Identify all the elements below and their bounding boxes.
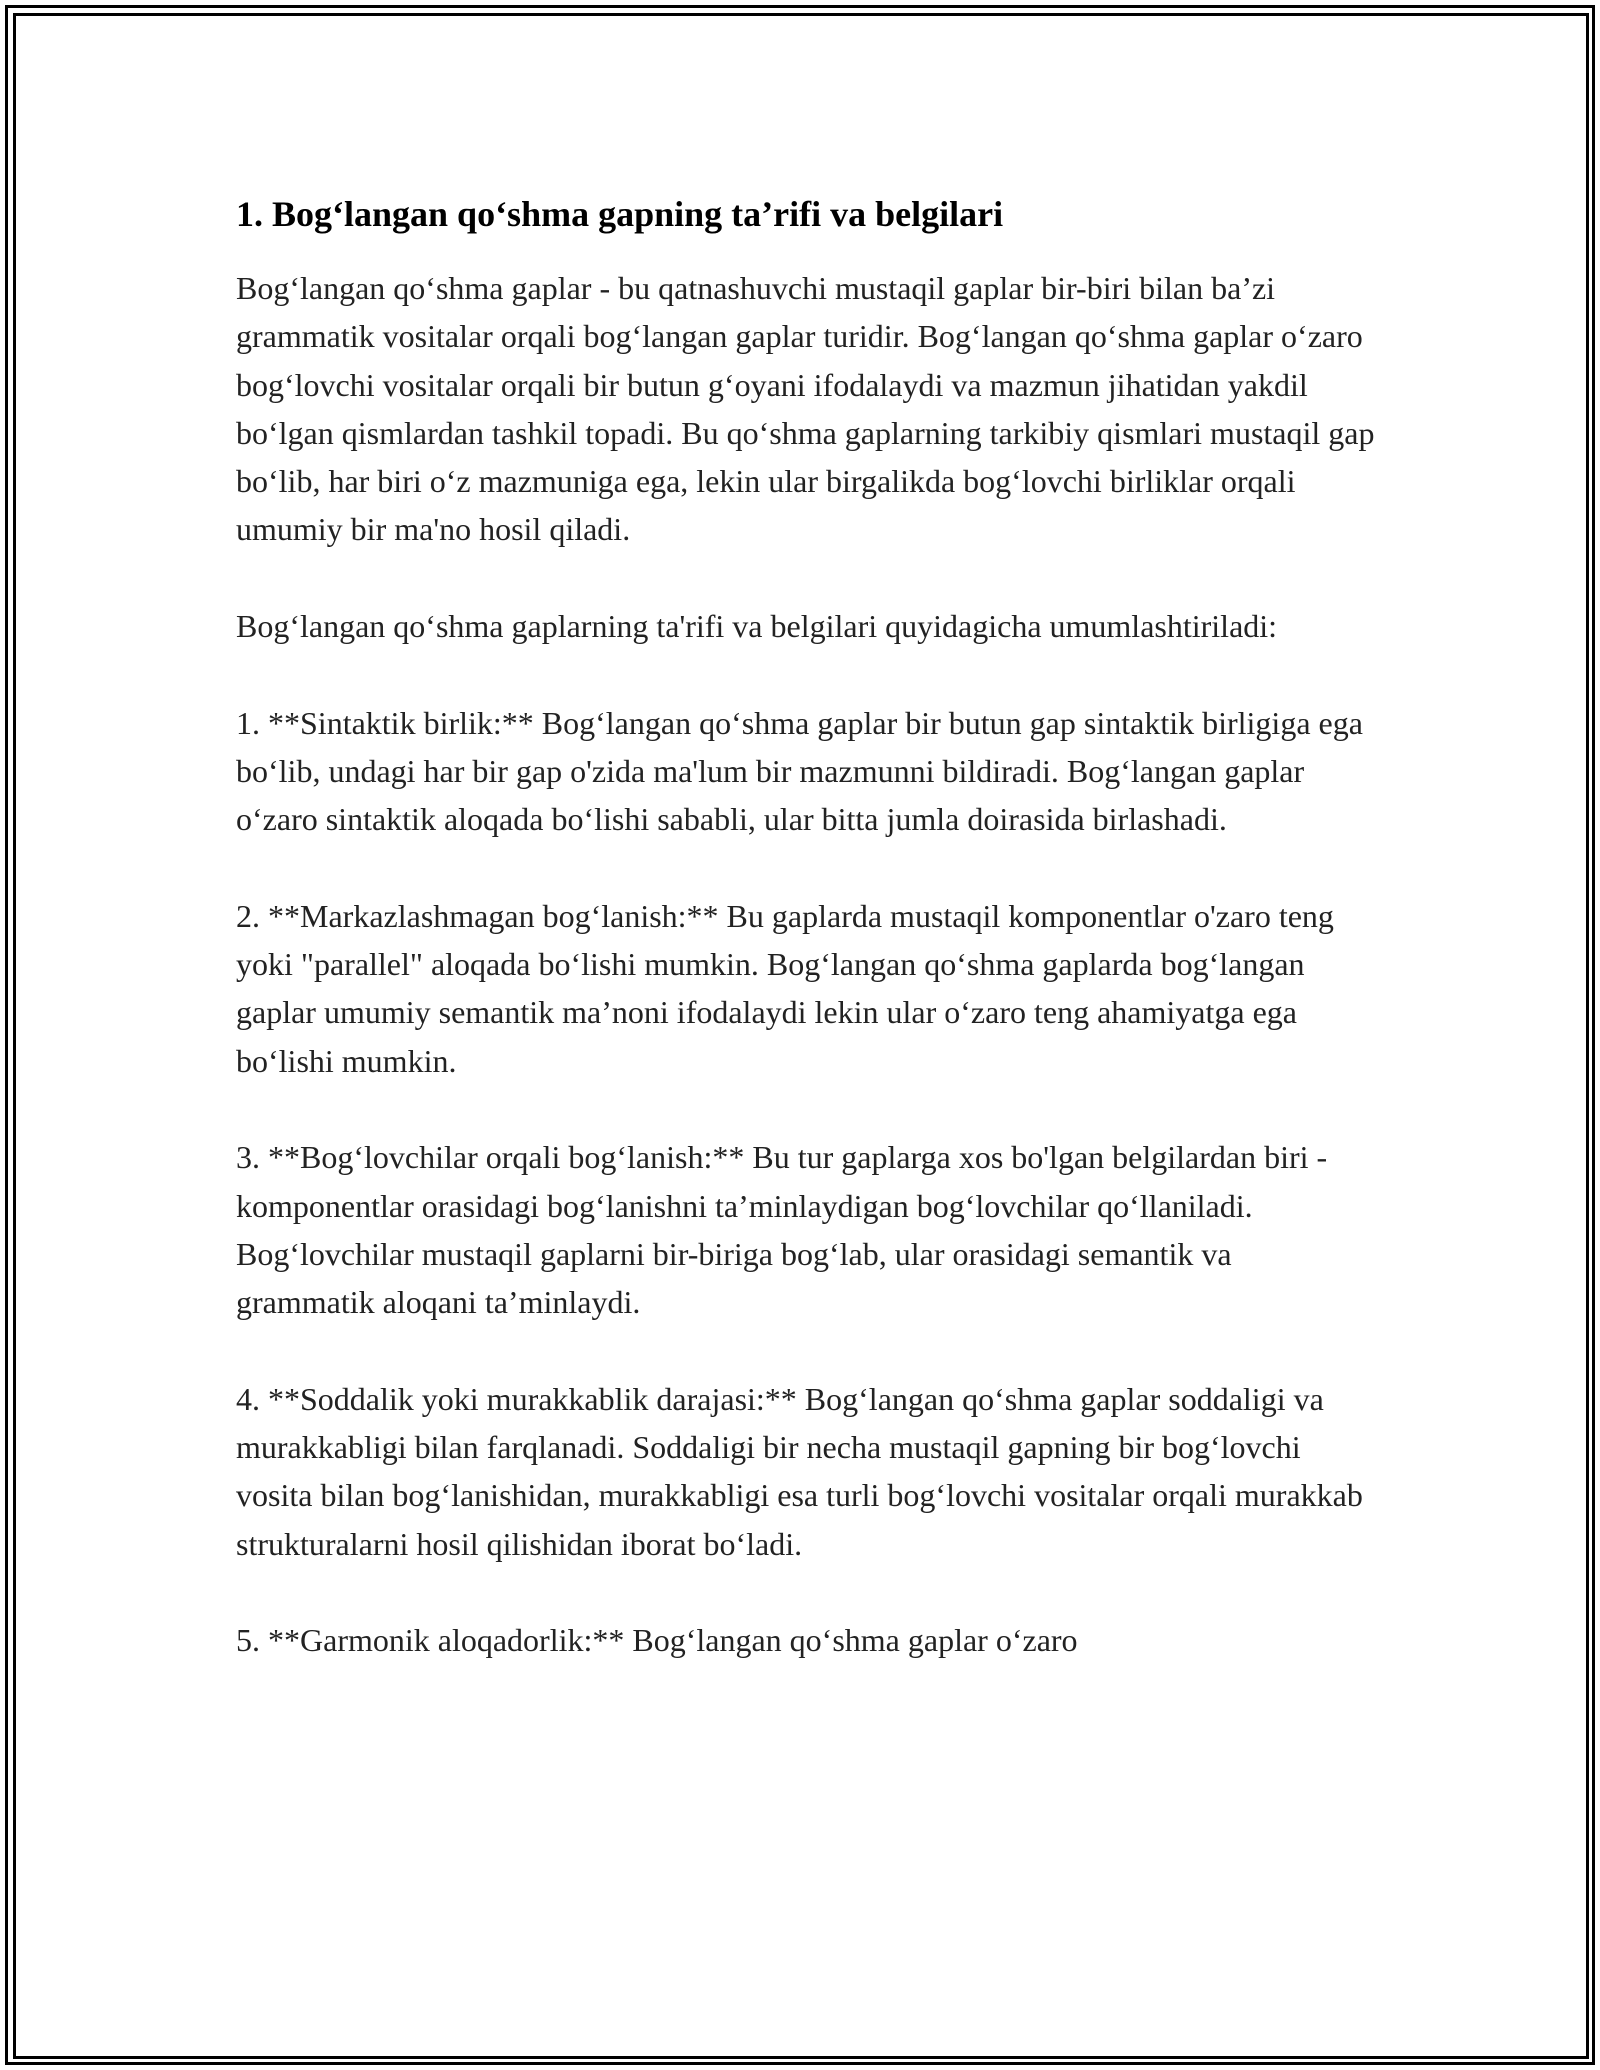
paragraph-point-3: 3. **Bog‘lovchilar orqali bog‘lanish:** Bu tur gaplarga xos bo'lgan belgilardan biri - komponentlar orasidagi bog‘lanishni ta’minlaydigan bog‘lovchilar qo‘llaniladi. Bog‘lovchilar mustaqil gaplarni bir-biriga bog‘lab, ular orasidagi semantik va grammatik aloqani ta’minlaydi. bbox=[236, 1139, 1328, 1321]
paragraph-intro: Bog‘langan qo‘shma gaplar - bu qatnashuvchi mustaqil gaplar bir-biri bilan ba’zi grammatik vositalar orqali bog‘langan gaplar turidir. Bog‘langan qo‘shma gaplar o‘zaro bog‘lovchi vositalar orqali bir butun g‘oyani ifodalaydi va mazmun jihatidan yakdil bo‘lgan qismlardan tashkil topadi. Bu qo‘shma gaplarning tarkibiy qismlari mustaqil gap bo‘lib, har biri o‘z mazmuniga ega, lekin ular birgalikda bog‘lovchi birliklar orqali umumiy bir ma'no hosil qiladi. bbox=[236, 270, 1375, 548]
paragraph-point-5: 5. **Garmonik aloqadorlik:** Bog‘langan qo‘shma gaplar o‘zaro bbox=[236, 1622, 1078, 1659]
paragraph-point-1: 1. **Sintaktik birlik:** Bog‘langan qo‘shma gaplar bir butun gap sintaktik birligiga ega bo‘lib, undagi har bir gap o'zida ma'lum bir mazmunni bildiradi. Bog‘langan gaplar o‘zaro sintaktik aloqada bo‘lishi sababli, ular bitta jumla doirasida birlashadi. bbox=[236, 704, 1363, 838]
paragraph-point-4: 4. **Soddalik yoki murakkablik darajasi:** Bog‘langan qo‘shma gaplar soddaligi va murakkabligi bilan farqlanadi. Soddaligi bir necha mustaqil gapning bir bog‘lovchi vosita bilan bog‘lanishidan, murakkabligi esa turli bog‘lovchi vositalar orqali murakkab strukturalarni hosil qilishidan iborat bo‘ladi. bbox=[236, 1380, 1363, 1562]
section-heading: 1. Bog‘langan qo‘shma gapning ta’rifi va belgilari bbox=[236, 194, 1004, 234]
document-page bbox=[236, 190, 1376, 1713]
paragraph-summary-lead: Bog‘langan qo‘shma gaplarning ta'rifi va belgilari quyidagicha umumlashtiriladi: bbox=[236, 608, 1278, 645]
paragraph-point-2: 2. **Markazlashmagan bog‘lanish:** Bu gaplarda mustaqil komponentlar o'zaro teng yoki "parallel" aloqada bo‘lishi mumkin. Bog‘langan qo‘shma gaplarda bog‘langan gaplar umumiy semantik ma’noni ifodalaydi lekin ular o‘zaro teng ahamiyatga ega bo‘lishi mumkin. bbox=[236, 897, 1334, 1079]
